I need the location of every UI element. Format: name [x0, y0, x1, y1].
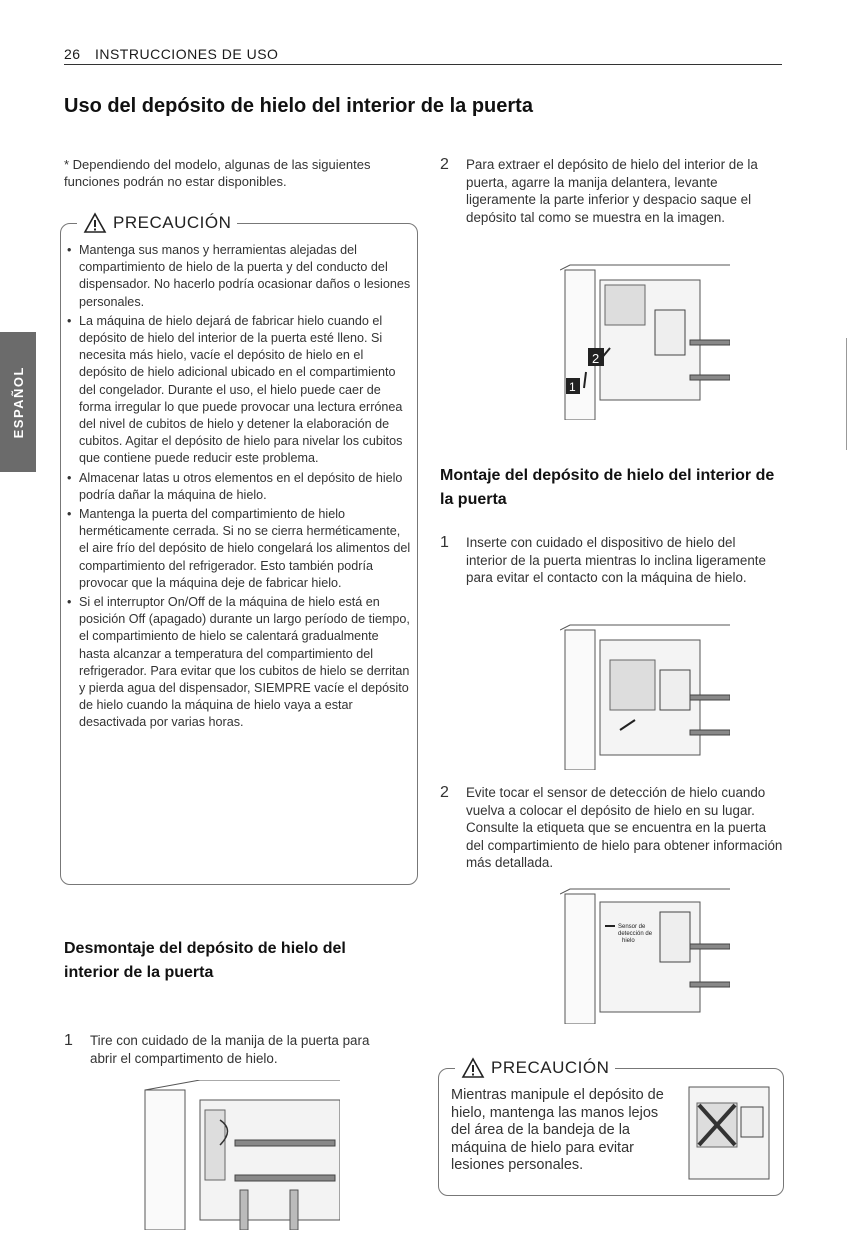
sensor-label-line: Sensor de — [618, 924, 646, 930]
caution-list — [65, 242, 411, 734]
remove-heading: Desmontaje del depósito de hielo del interior de la puerta — [64, 940, 346, 981]
caution-item: • Si el interruptor On/Off de la máquina de hielo está en posición Off (apagado) durante un largo período de tiempo, el compartimiento de hielo se calentará gradualmente hasta alcanzar a temperatura del compartimiento del refrigerador. Para evitar que los cubitos de hielo se derritan y pierda agua del dispensador, SIEMPRE vacíe el depósito de hielo cuando la máquina de hielo vaya a estar desactivada por varias horas. — [65, 594, 411, 732]
no-touch-figure — [685, 1083, 773, 1183]
marker-2: 2 — [592, 351, 600, 366]
sensor-label-line: hielo — [622, 938, 635, 944]
caution-heading — [77, 212, 237, 234]
caution-text-2: Mientras manipule el depósito de hielo, mantenga las manos lejos del área de la bandeja de la máquina de hielo para evitar lesiones personales. — [451, 1087, 664, 1173]
sensor-label-line: detección de — [618, 931, 653, 937]
section-title: INSTRUCCIONES DE USO — [94, 46, 279, 62]
model-note: * Dependiendo del modelo, algunas de las siguientes funciones podrán no estar disponibles. — [64, 157, 371, 189]
step-text: Para extraer el depósito de hielo del interior de la puerta, agarre la manija delantera, levante ligeramente la parte inferior y despacio saque el depósito tal como se muestra en la imagen. — [466, 157, 758, 225]
language-tab — [0, 332, 36, 472]
step-text: Evite tocar el sensor de detección de hielo cuando vuelva a colocar el depósito de hielo en su lugar. Consulte la etiqueta que se encuentra en la puerta del compartimiento de hielo para obtener información más detallada. — [466, 785, 783, 871]
step-number: 2 — [440, 156, 449, 173]
warning-icon — [461, 1057, 485, 1079]
step-text: Tire con cuidado de la manija de la puerta para abrir el compartimento de hielo. — [90, 1033, 370, 1066]
bin-removal-figure — [560, 260, 730, 420]
remove-step-2 — [440, 156, 780, 226]
caution-box — [60, 213, 418, 885]
ice-sensor-figure — [560, 884, 730, 1024]
page-number: 26 — [64, 46, 81, 62]
caution-title-2: PRECAUCIÓN — [491, 1058, 610, 1077]
caution-item: • Mantenga sus manos y herramientas alejadas del compartimiento de hielo de la puerta y del conducto del dispensador. No hacerlo podría ocasionar daños o lesiones personales. — [65, 242, 411, 311]
remove-step-1 — [64, 1032, 394, 1067]
caution-heading-2 — [455, 1057, 615, 1079]
caution-item: • Almacenar latas u otros elementos en el depósito de hielo podría dañar la máquina de hielo. — [65, 470, 411, 504]
mount-step-1 — [440, 534, 780, 587]
step-number: 1 — [440, 534, 449, 551]
warning-icon — [83, 212, 107, 234]
page-title: Uso del depósito de hielo del interior de la puerta — [64, 95, 533, 117]
mount-step-2 — [440, 784, 785, 872]
bin-insert-figure — [560, 620, 730, 770]
marker-1: 1 — [569, 380, 576, 394]
caution-item: • La máquina de hielo dejará de fabricar hielo cuando el depósito de hielo del interior de la puerta esté lleno. Si necesita más hielo, vacíe el depósito de hielo en el depósito de hielo adicional ubicado en el compartimiento del congelador. Durante el uso, el hielo puede caer de forma irregular lo que puede provocar una lectura errónea del nivel de cubitos de hielo y detener la elaboración de cubitos. Agitar el depósito de hielo para nivelar los cubitos que contiene puede reducir este problema. — [65, 313, 411, 468]
language-tab-label: ESPAÑOL — [10, 365, 26, 439]
mount-heading: Montaje del depósito de hielo del interior de la puerta — [440, 467, 775, 508]
step-number: 2 — [440, 784, 449, 801]
step-text: Inserte con cuidado el dispositivo de hielo del interior de la puerta mientras lo inclina ligeramente para evitar el contacto con la máquina de hielo. — [466, 535, 766, 586]
step-number: 1 — [64, 1032, 73, 1049]
fridge-figure-open — [140, 1080, 340, 1230]
margin-rule — [846, 338, 847, 450]
page-header — [64, 46, 782, 65]
caution-box-2 — [438, 1058, 784, 1196]
caution-title: PRECAUCIÓN — [113, 213, 232, 232]
caution-item: • Mantenga la puerta del compartimiento de hielo herméticamente cerrada. Si no se cierra herméticamente, el aire frío del depósito de hielo congelará los alimentos del compartimiento del refrigerador. Esto también podría provocar que la máquina deje de fabricar hielo. — [65, 506, 411, 592]
